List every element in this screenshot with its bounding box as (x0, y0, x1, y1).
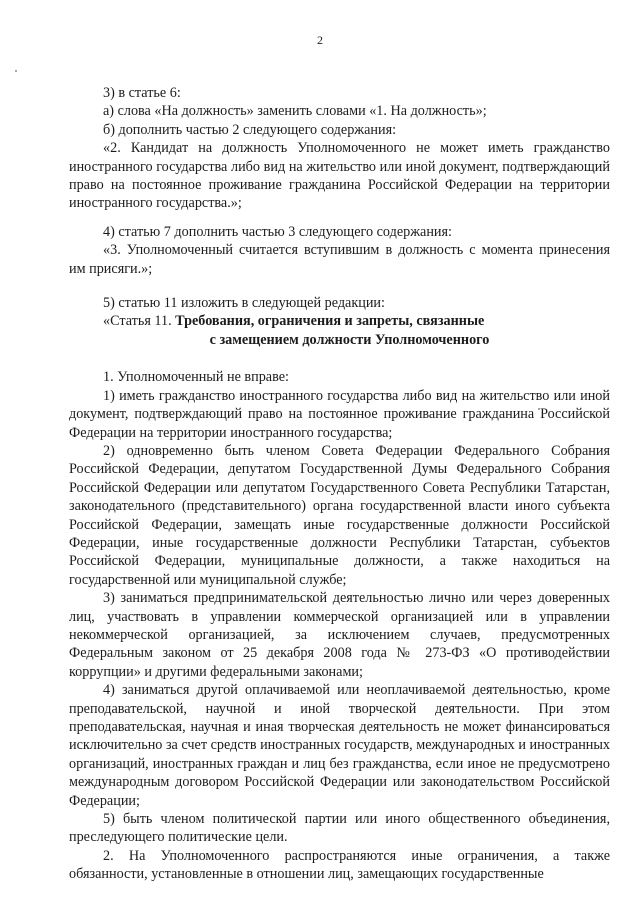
paragraph-item-5: 5) статью 11 изложить в следующей редакции: (103, 295, 385, 312)
article-11-prefix: «Статья 11. (103, 313, 176, 330)
paragraph-article7-part3: «3. Уполномоченный считается вступившим в должность с момента принесения им присяги.»; (69, 242, 610, 277)
paragraph-part1: 1. Уполномоченный не вправе: (103, 369, 289, 386)
article-11-title (69, 312, 610, 330)
document-body (69, 84, 610, 884)
spacer (69, 213, 610, 223)
paragraph-article6-part2: «2. Кандидат на должность Уполномоченного не может иметь гражданство иностранного государства либо вид на жительство или иной документ, подтверждающий право на постоянное проживание гражданина Российской Федерации на территории иностранного государства.»; (69, 140, 610, 212)
paragraph-part1-item3: 3) заниматься предпринимательской деятельностью лично или через доверенных лиц, участвовать в управлении коммерческой организацией или в управлении некоммерческой организацией, за исключением случаев, предусмотренных Федеральным законом от 25 декабря 2008 года № 273-ФЗ «О противодействии коррупции» и другими федеральными законами; (69, 590, 610, 680)
article-11-heading-line1: Требования, ограничения и запреты, связанные (175, 313, 485, 330)
spacer (69, 349, 610, 368)
paragraph-part1-item5: 5) быть членом политической партии или иного общественного объединения, преследующего политические цели. (69, 811, 610, 846)
paragraph-part2: 2. На Уполномоченного распространяются иные ограничения, а также обязанности, установленные в отношении лиц, замещающих государственные (69, 847, 610, 883)
paragraph-item-4: 4) статью 7 дополнить частью 3 следующего содержания: (103, 223, 452, 240)
paragraph-item-3b: б) дополнить частью 2 следующего содержания: (103, 121, 397, 138)
page-number: 2 (317, 33, 323, 47)
paragraph-part1-item2: 2) одновременно быть членом Совета Федерации Федерального Собрания Российской Федерации, депутатом Государственной Думы Федерального Собрания Российской Федерации или депутатом Государственного Совета Республики Татарстан, законодательного (представительного) органа государственной власти иного субъекта Российской Федерации, замещать иные государственные должности Российской Федерации, иные государственные должности Республики Татарстан, субъектов Российской Федерации, муниципальные должности, а также находиться на государственной или муниципальной службе; (69, 442, 610, 588)
paragraph-item-3a: а) слова «На должность» заменить словами «1. На должность»; (103, 103, 487, 120)
paragraph-part1-item1: 1) иметь гражданство иностранного государства либо вид на жительство или иной документ, подтверждающий право на постоянное проживание гражданина Российской Федерации на территории иностранного государства; (69, 387, 610, 441)
scan-speck (15, 70, 17, 72)
article-11-heading-line2-wrap (69, 331, 610, 349)
paragraph-item-3: 3) в статье 6: (103, 85, 181, 101)
article-11-heading-line2: с замещением должности Уполномоченного (209, 331, 490, 348)
paragraph-part1-item4: 4) заниматься другой оплачиваемой или неоплачиваемой деятельностью, кроме преподавательской, научной и иной творческой деятельности. При этом преподавательская, научная и иная творческая деятельность не может финансироваться исключительно за счет средств иностранных государств, международных и иностранных организаций, иностранных граждан и лиц без гражданства, если иное не предусмотрено международным договором Российской Федерации или законодательством Российской Федерации; (69, 682, 610, 809)
spacer (69, 278, 610, 294)
